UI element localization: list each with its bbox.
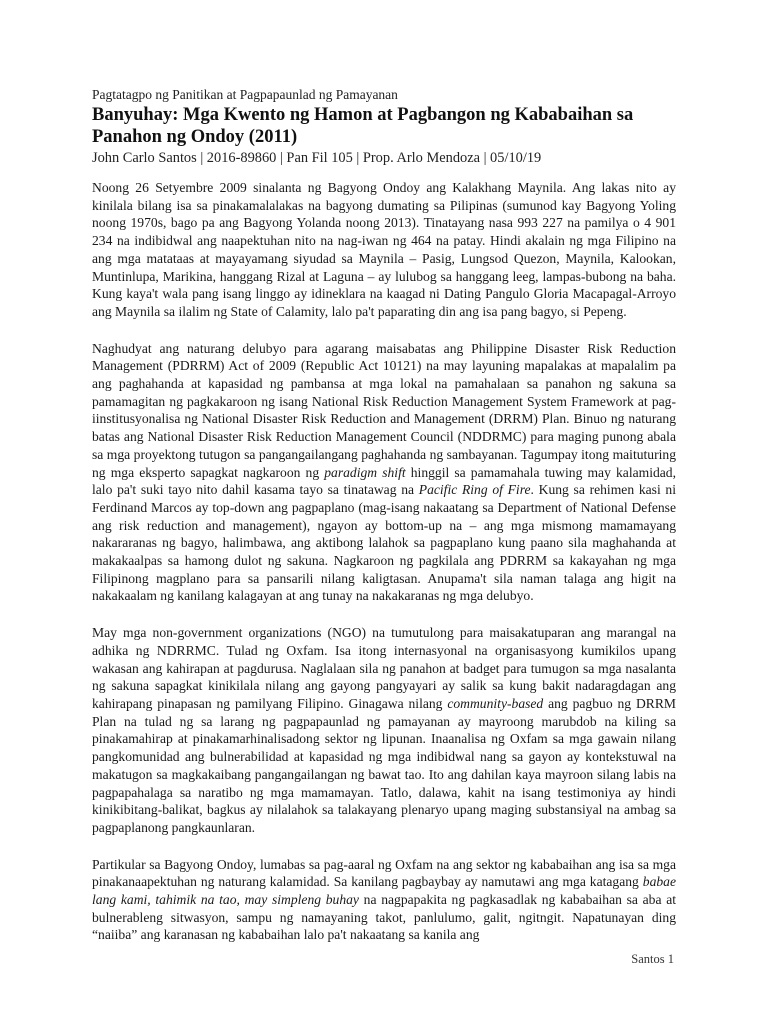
paragraph-2 [92, 340, 676, 606]
paragraph-text: Naghudyat ang naturang delubyo para agarang maisabatas ang Philippine Disaster Risk Reduction Management (PDRRM) Act of 2009 (Republic Act 10121) na may layuning mapalakas at mapalalim pa ang paghahanda at kapasidad ng pambansa at mga lokal na pamahalaan sa panahon ng sakuna sa pamamagitan ng pagkakaroon ng isang National Risk Reduction Management System Framework at pag-iinstitusyonalisa ng National Disaster Risk Reduction and Management (DRRM) Plan. Binuo ng naturang batas ang National Disaster Risk Reduction Management Council (NDDRMC) para maging punong abala sa mga proyektong tutugon sa pangangailangang paghahanda ng sambayanan. Tagumpay itong maituturing ng mga eksperto sapagkat nagkaroon ng [92, 340, 676, 480]
paragraph-text: Noong 26 Setyembre 2009 sinalanta ng Bagyong Ondoy ang Kalakhang Maynila. Ang lakas nito ay kinilala bilang isa sa pinakamalalakas na bagyong dumating sa Pilipinas (sumunod kay Bagyong Yoling noong 1970s, bago pa ang Bagyong Yolanda noong 2013). Tinatayang nasa 993 227 na pamilya o 4 901 234 na indibidwal ang naapektuhan nito na nag-iwan ng 464 na patay. Hindi akalain ng mga Filipino na ang mga matataas at mayayamang siyudad sa Maynila – Pasig, Lungsod Quezon, Maynila, Kalookan, Muntinlupa, Marikina, hanggang Rizal at Laguna – ay lulubog sa hanggang leeg, lampas-bubong na baha. Kung kaya't wala pang isang linggo ay idineklara na kaagad ni Dating Pangulo Gloria Macapagal-Arroyo ang Maynila sa ilalim ng State of Calamity, lalo pa't paparating din ang isa pang bagyo, si Pepeng. [92, 180, 676, 319]
paragraph-text: ang pagbuo ng DRRM Plan na tulad ng sa larang ng pagpapaunlad ng pamayanan ay mayroong marubdob na kiling sa pinakamahirap at pinakamarhinalisadong sektor ng lipunan. Inaanalisa ng Oxfam sa mga gawain nilang pangkomunidad ang bulnerabilidad at kapasidad ng mga indibidwal nang sa gayon ay kontekstuwal na makatugon sa magkakaibang pangangailangan ng bawat tao. Ito ang dahilan kaya mayroon silang labis na pagpapahalaga sa naratibo ng mga mamamayan. Tatlo, dalawa, kahit na isang testimoniya ay hindi kinikibitang-balikat, bagkus ay nilalahok sa talakayang plenaryo upang maging substansiyal na ambag sa pagpaplanong pangkaunlaran. [92, 695, 676, 835]
page-number-footer: Santos 1 [631, 952, 674, 966]
document-kicker: Pagtatagpo ng Panitikan at Pagpapaunlad ng Pamayanan [92, 87, 398, 102]
italic-term: Pacific Ring of Fire [418, 482, 531, 498]
paragraph-1 [92, 179, 676, 321]
paragraph-4 [92, 856, 676, 945]
document-title: Banyuhay: Mga Kwento ng Hamon at Pagbangon ng Kababaihan sa Panahon ng Ondoy (2011) [92, 105, 634, 147]
italic-term: babae lang kami, tahimik na tao, may simpleng buhay [92, 874, 676, 908]
paragraph-text: na nagpapakita ng pagkasadlak ng kababaihan sa aba at bulnerableng sitwasyon, sampu ng namayaning takot, panlulumo, galit, ngitngit. Napatunayan ding “naiiba” ang karanasan ng kababaihan lalo pa't nakaatang sa kanila ang [92, 892, 677, 943]
paragraph-text: Partikular sa Bagyong Ondoy, lumabas sa pag-aaral ng Oxfam na ang sektor ng kababaihan ang isa sa mga pinakanaapektuhan ng naturang kalamidad. Sa kanilang pagbaybay ay namutawi ang mga katagang [92, 856, 676, 890]
italic-term: community-based [447, 695, 544, 711]
paragraph-text: . Kung sa rehimen kasi ni Ferdinand Marcos ay top-down ang pagpaplano (mag-isang nakaatang sa Department of National Defense ang risk reduction and management), ngayon ay bottom-up na – ang mga mismong mamamayang nakararanas ng bagyo, halimbawa, ang aktibong lalahok sa pagpaplano kung paano sila maghahanda at makakaalpas sa hamong dulot ng sakuna. Nagkaroon ng pagkilala ang PDRRM sa kakayahan ng mga Filipinong magplano para sa pansarili nilang kaligtasan. Anupama't sila naman talaga ang higit na nakakaalam ng kanilang kalagayan at ang tunay na nakakaranas ng mga delubyo. [92, 482, 676, 604]
paragraph-text: May mga non-government organizations (NGO) na tumutulong para maisakatuparan ang marangal na adhika ng NDRRMC. Tulad ng Oxfam. Isa itong internasyonal na organisasyong kumikilos upang wakasan ang kahirapan at pagdurusa. Naglalaan sila ng panahon at badget para tumugon sa mga nasalanta ng sakuna sapagkat kinikilala nilang ang gayong pangyayari ay salik sa kung bakit nadaragdagan ang kahirapang pinapasan ng pamilyang Filipino. Ginagawa nilang [92, 625, 676, 711]
italic-term: paradigm shift [324, 464, 406, 480]
paragraph-text: hinggil sa pamamahala tuwing may kalamidad, lalo pa't suki tayo nito dahil kasama tayo sa tinatawag na [92, 464, 677, 498]
document-body [92, 179, 676, 944]
paragraph-3 [92, 624, 676, 836]
document-byline: John Carlo Santos | 2016-89860 | Pan Fil 105 | Prop. Arlo Mendoza | 05/10/19 [92, 150, 542, 166]
